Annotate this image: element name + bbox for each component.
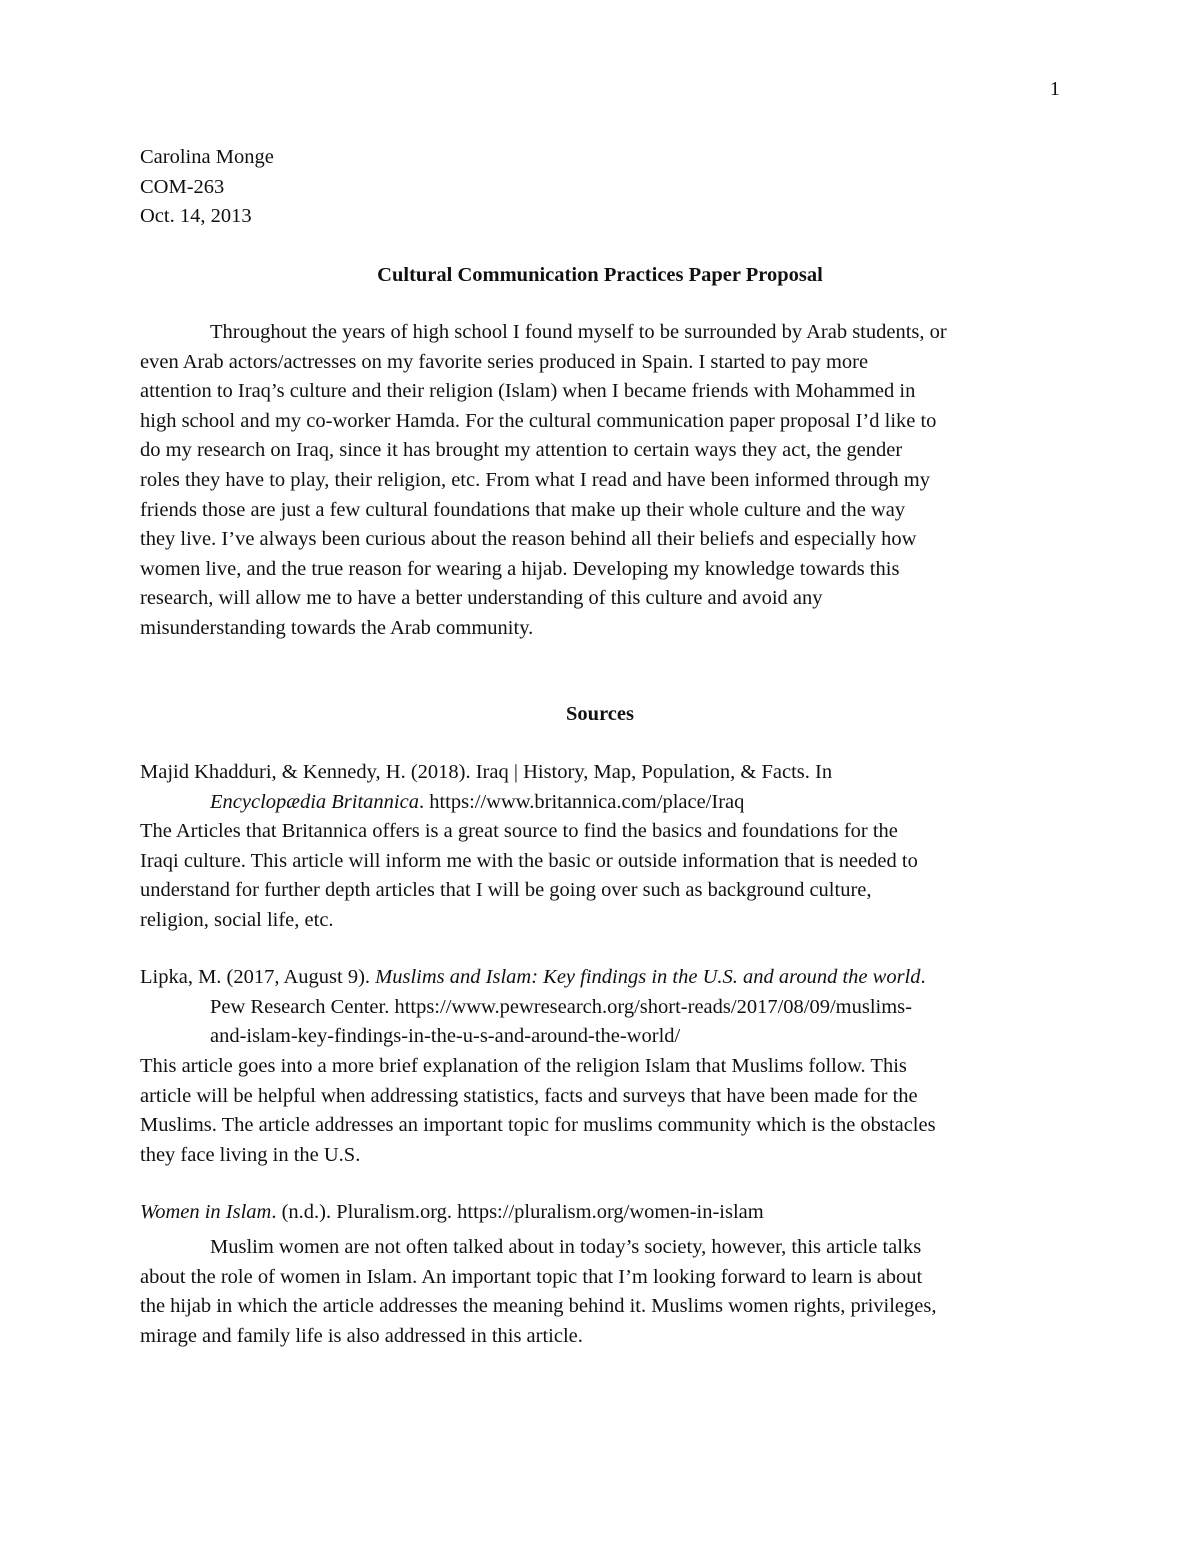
text-line: roles they have to play, their religion, etc. From what I read and have been informed through my — [140, 468, 930, 491]
source-citation-3 — [140, 1198, 1060, 1228]
sources-heading: Sources — [566, 703, 634, 725]
source-citation-1 — [140, 758, 1060, 817]
text-line: they live. I’ve always been curious about the reason behind all their beliefs and especially how — [140, 528, 917, 551]
text-line: research, will allow me to have a better understanding of this culture and avoid any — [140, 587, 823, 610]
citation-rest: . (n.d.). Pluralism.org. https://pluralism.org/women-in-islam — [271, 1201, 764, 1223]
intro-paragraph — [140, 318, 1060, 644]
text-line: The Articles that Britannica offers is a great source to find the basics and foundations for the — [140, 820, 898, 842]
source-citation-2 — [140, 963, 1060, 1052]
citation-line — [140, 1198, 1060, 1228]
text-line: Muslims. The article addresses an important topic for muslims community which is the obstacles — [140, 1114, 936, 1137]
source-annotation-2 — [140, 1052, 1060, 1170]
citation-punct: . — [920, 966, 926, 988]
text-line: This article goes into a more brief explanation of the religion Islam that Muslims follow. This — [140, 1055, 907, 1077]
text-line: women live, and the true reason for wearing a hijab. Developing my knowledge towards this — [140, 557, 900, 580]
text-line: even Arab actors/actresses on my favorite series produced in Spain. I started to pay more — [140, 350, 869, 373]
text-line: the hijab in which the article addresses the meaning behind it. Muslims women rights, privileges, — [140, 1295, 937, 1318]
author-name: Carolina Monge — [140, 146, 274, 168]
citation-title: Muslims and Islam: Key findings in the U.S. and around the world — [375, 966, 921, 988]
citation-line: and-islam-key-findings-in-the-u-s-and-around-the-world/ — [210, 1025, 681, 1048]
source-annotation-3 — [140, 1233, 1060, 1351]
text-line: Iraqi culture. This article will inform me with the basic or outside information that is needed to — [140, 849, 918, 872]
citation-title: Encyclopædia Britannica — [210, 790, 419, 813]
text-line: mirage and family life is also addressed in this article. — [140, 1324, 583, 1347]
text-line: misunderstanding towards the Arab community. — [140, 616, 534, 639]
text-line: attention to Iraq’s culture and their religion (Islam) when I became friends with Mohammed in — [140, 380, 916, 403]
source-annotation-1 — [140, 817, 1060, 935]
page-number: 1 — [1049, 78, 1060, 100]
citation-line: Pew Research Center. https://www.pewresearch.org/short-reads/2017/08/09/muslims- — [210, 995, 912, 1018]
text-line: understand for further depth articles that I will be going over such as background culture, — [140, 879, 872, 902]
text-line: friends those are just a few cultural foundations that make up their whole culture and the way — [140, 498, 906, 521]
text-line: Throughout the years of high school I found myself to be surrounded by Arab students, or — [210, 321, 947, 343]
paper-title: Cultural Communication Practices Paper Proposal — [377, 264, 823, 286]
citation-url: . https://www.britannica.com/place/Iraq — [418, 790, 745, 813]
text-line: religion, social life, etc. — [140, 908, 334, 931]
text-line: do my research on Iraq, since it has brought my attention to certain ways they act, the gender — [140, 439, 903, 462]
text-line: article will be helpful when addressing statistics, facts and surveys that have been made for the — [140, 1084, 918, 1107]
citation-line — [140, 788, 1060, 818]
course-code: COM-263 — [140, 175, 225, 198]
text-line: they face living in the U.S. — [140, 1143, 361, 1166]
date: Oct. 14, 2013 — [140, 205, 252, 227]
author-header — [140, 143, 274, 232]
citation-line — [140, 963, 1060, 993]
text-line: Muslim women are not often talked about in today’s society, however, this article talks — [210, 1236, 922, 1258]
text-line: about the role of women in Islam. An important topic that I’m looking forward to learn is about — [140, 1265, 923, 1288]
citation-author: Lipka, M. (2017, August 9). — [140, 966, 376, 988]
text-line: high school and my co-worker Hamda. For the cultural communication paper proposal I’d like to — [140, 409, 937, 432]
citation-line: Majid Khadduri, & Kennedy, H. (2018). Iraq | History, Map, Population, & Facts. In — [140, 761, 833, 783]
citation-title: Women in Islam — [140, 1201, 272, 1223]
